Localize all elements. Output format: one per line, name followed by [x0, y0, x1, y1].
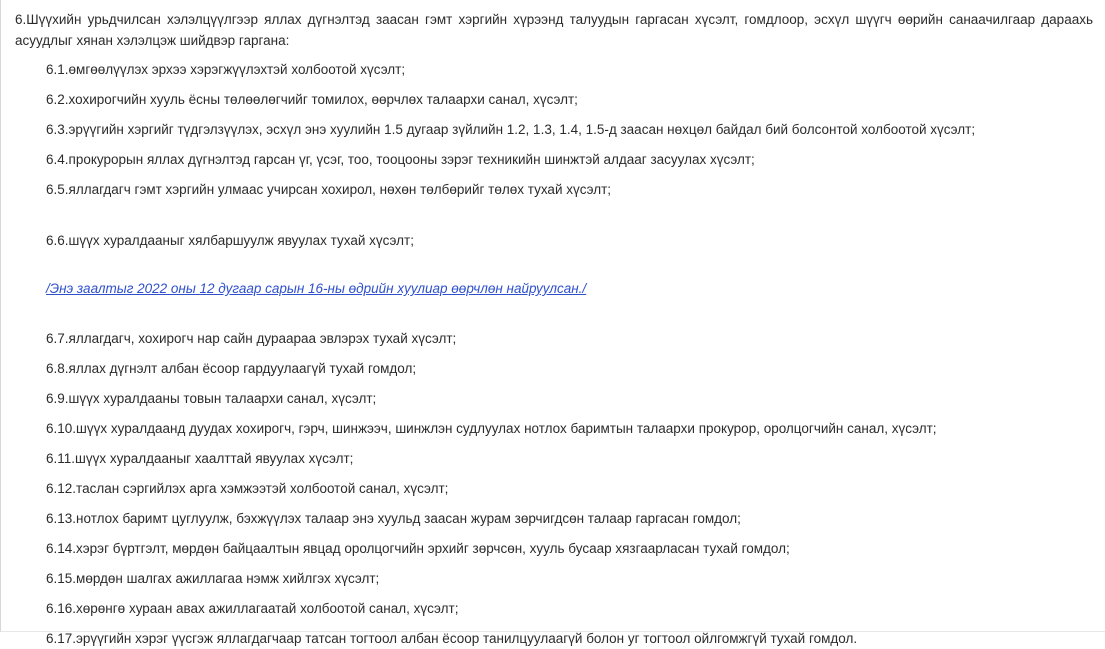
clause-item-6-17 [15, 629, 1099, 649]
clause-item-6-4 [15, 150, 1099, 170]
clause-text: шүүх хуралдааныг хаалттай явуулах хүсэлт; [75, 451, 354, 466]
clause-text: прокурорын яллах дүгнэлтэд гарсан үг, үсэг, тоо, тооцооны зэрэг техникийн шинжтэй алдааг засуулах хүсэлт; [68, 152, 755, 167]
clause-text: шүүх хуралдаанд дуудах хохирогч, гэрч, шинжээч, шинжлэн судлуулах нотлох баримтын талаархи прокурор, оролцогчийн санал, хүсэлт; [76, 421, 937, 436]
clause-number: 6.17. [46, 631, 77, 646]
clause-text: эрүүгийн хэрэг үүсгэж яллагдагчаар татсан тогтоол албан ёсоор танилцуулаагүй болон уг тогтоол ойлгомжгүй тухай гомдол. [76, 631, 858, 646]
clause-text: өмгөөлүүлэх эрхээ хэрэгжүүлэхтэй холбоотой хүсэлт; [68, 62, 406, 77]
clause-number: 6.16. [46, 601, 77, 616]
clause-text: хохирогчийн хууль ёсны төлөөлөгчийг томилох, өөрчлөх талаархи санал, хүсэлт; [68, 92, 578, 107]
clause-text: яллагдагч гэмт хэргийн улмаас учирсан хохирол, нөхөн төлбөрийг төлөх тухай хүсэлт; [68, 182, 612, 197]
clause-item-6-1 [15, 60, 1099, 80]
clause-item-6-6 [15, 231, 1099, 251]
clause-text: мөрдөн шалгах ажиллагаа нэмж хийлгэх хүсэлт; [76, 571, 380, 586]
clause-item-6-3 [15, 120, 1099, 140]
clause-number: 6.4. [46, 152, 69, 167]
clause-number: 6.5. [46, 182, 69, 197]
amendment-note-link[interactable]: /Энэ заалтыг 2022 оны 12 дугаар сарын 16-ны өдрийн хуулиар өөрчлөн найруулсан./ [46, 281, 587, 296]
clause-item-6-13 [15, 509, 1099, 529]
clause-text: шүүх хуралдааныг хялбаршуулж явуулах тухай хүсэлт; [68, 233, 414, 248]
clause-number: 6.3. [46, 122, 69, 137]
clause-text: яллах дүгнэлт албан ёсоор гардуулаагүй тухай гомдол; [68, 361, 417, 376]
clause-item-6-7 [15, 329, 1099, 349]
clause-number: 6.12. [46, 481, 77, 496]
clause-text: яллагдагч, хохирогч нар сайн дураараа эвлэрэх тухай хүсэлт; [68, 331, 457, 346]
clause-item-6-9 [15, 389, 1099, 409]
clause-number: 6.8. [46, 361, 69, 376]
clause-number: 6.10. [46, 421, 77, 436]
clause-list [15, 60, 1099, 649]
clause-text: хөрөнгө хураан авах ажиллагаатай холбоотой санал, хүсэлт; [76, 601, 459, 616]
clause-text: нотлох баримт цуглуулж, бэхжүүлэх талаар энэ хуульд заасан журам зөрчигдсөн талаар гаргасан гомдол; [76, 511, 741, 526]
clause-number: 6.1. [46, 62, 69, 77]
clause-text: шүүх хуралдааны товын талаархи санал, хүсэлт; [68, 391, 377, 406]
clause-number: 6.13. [46, 511, 77, 526]
clause-item-6-5 [15, 180, 1099, 200]
clause-item-6-12 [15, 479, 1099, 499]
clause-item-6-16 [15, 599, 1099, 619]
clause-text: хэрэг бүртгэлт, мөрдөн байцаалтын явцад оролцогчийн эрхийг зөрчсөн, хууль бусаар хязгаарласан тухай гомдол; [76, 541, 790, 556]
clause-text: таслан сэргийлэх арга хэмжээтэй холбоотой санал, хүсэлт; [76, 481, 449, 496]
clause-text: эрүүгийн хэргийг түдгэлзүүлэх, эсхүл энэ хуулийн 1.5 дугаар зүйлийн 1.2, 1.3, 1.4, 1.5-д заасан нөхцөл байдал бий болсонтой холбоотой хүсэлт; [68, 122, 976, 137]
clause-item-6-2 [15, 90, 1099, 110]
clause-item-6-10 [15, 419, 1099, 439]
clause-number: 6.9. [46, 391, 69, 406]
clause-item-6-11 [15, 449, 1099, 469]
clause-number: 6.7. [46, 331, 69, 346]
clause-number: 6.11. [46, 451, 76, 466]
clause-number: 6.2. [46, 92, 69, 107]
clause-number: 6.6. [46, 233, 69, 248]
clause-number: 6.14. [46, 541, 77, 556]
clause-item-6-8 [15, 359, 1099, 379]
clause-item-6-14 [15, 539, 1099, 559]
clause-item-6-15 [15, 569, 1099, 589]
intro-paragraph: 6.Шүүхийн урьдчилсан хэлэлцүүлгээр яллах дүгнэлтэд заасан гэмт хэргийн хүрээнд талуудын гаргасан хүсэлт, гомдлоор, эсхүл шүүгч өөрийн санаачилгаар дараахь асуудлыг хянан хэлэлцэж шийдвэр гаргана: [15, 12, 1093, 48]
clause-number: 6.15. [46, 571, 77, 586]
